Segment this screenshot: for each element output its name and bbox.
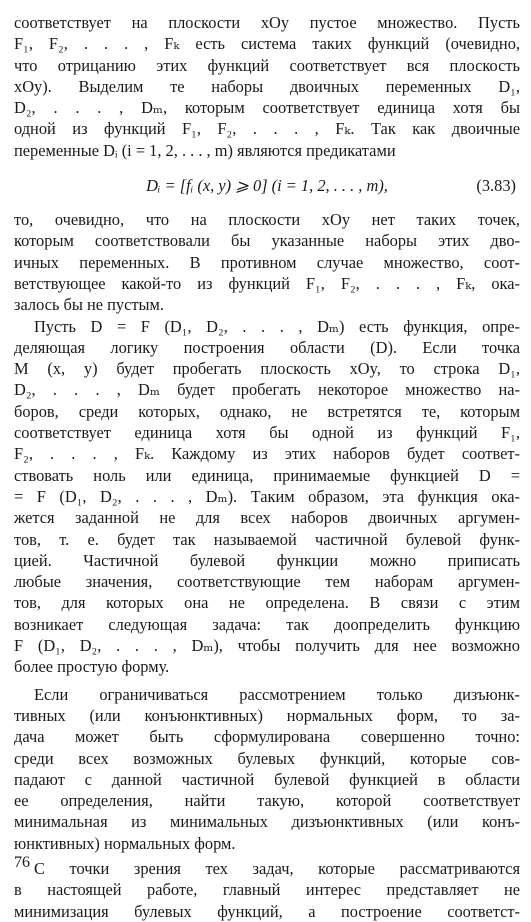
text-line: в настоящей работе, главный интерес представляет не <box>14 880 520 900</box>
text-line: минимальная из минимальных дизъюнктивных (или конъ- <box>14 812 520 832</box>
paragraph-normal-forms <box>14 684 520 854</box>
text-line: падают с данной частичной булевой функцией в области <box>14 769 520 789</box>
text-line: любые значения, соответствующие тем наборам аргумен- <box>14 572 520 592</box>
text-line: F (D₁, D₂, . . . , Dₘ), чтобы получить для нее возможно <box>14 636 520 656</box>
text-line: С точки зрения тех задач, которые рассматриваются <box>34 858 520 878</box>
text-line: M (x, y) будет пробегать плоскость xOy, то строка D₁, <box>14 359 520 379</box>
equation-3-83 <box>14 161 520 209</box>
text-line: минимизация булевых функций, а построение соответст- <box>14 901 520 921</box>
text-line: жется заданной не для всех наборов двоичных аргумен- <box>14 508 520 528</box>
text-line: более простую форму. <box>14 657 170 677</box>
text-line: то, очевидно, что на плоскости xOy нет таких точек, <box>14 210 520 230</box>
text-line: тивных (или конъюнктивных) нормальных форм, то за- <box>14 705 520 725</box>
text-line: юнктивных) нормальных форм. <box>14 833 236 853</box>
paragraph-partial-function <box>14 316 520 678</box>
paragraph-continuation <box>14 12 520 161</box>
text-line: D₂, . . . , Dₘ будет пробегать некоторое множество на- <box>14 380 520 400</box>
text-line: что отрицанию этих функций соответствует вся плоскость <box>14 55 520 75</box>
text-line: залось бы не пустым. <box>14 295 165 315</box>
text-line: которым соответствовали бы указанные наборы этих дво- <box>14 231 520 251</box>
text-line: дача может быть сформулирована совершенно точно: <box>14 727 520 747</box>
text-line: среди всех возможных булевых функций, которые сов- <box>14 748 520 768</box>
text-line: ствовать ноль или единица, принимаемые функцией D = <box>14 465 520 485</box>
text-line: цией. Частичной булевой функции можно приписать <box>14 550 520 570</box>
text-line: переменные Dᵢ (i = 1, 2, . . . , m) являются предикатами <box>14 140 396 160</box>
text-line: F₁, F₂, . . . , Fₖ есть система таких функций (очевидно, <box>14 34 520 54</box>
text-line: тов, для которых она не определена. В связи с этим <box>14 593 520 613</box>
text-line: соответствует единица хотя бы одной из функций F₁, <box>14 423 520 443</box>
equation-number: (3.83) <box>476 176 516 196</box>
text-line: боров, среди которых, однако, не встретятся те, которым <box>14 401 520 421</box>
equation-body: Dᵢ = [fᵢ (x, y) ⩾ 0] (i = 1, 2, . . . , m), <box>146 176 388 196</box>
text-line: F₂, . . . , Fₖ. Каждому из этих наборов будет соответ- <box>14 444 520 464</box>
paragraph-after-equation <box>14 209 520 315</box>
text-line: ичных переменных. В противном случае множество, соот- <box>14 252 520 272</box>
text-line: одной из функций F₁, F₂, . . . , Fₖ. Так как двоичные <box>14 119 520 139</box>
text-line: Если ограничиваться рассмотрением только дизъюнк- <box>34 684 520 704</box>
text-line: деляющая логику построения области (D). Если точка <box>14 337 520 357</box>
text-line: ее определения, найти такую, которой соответствует <box>14 791 520 811</box>
page-number: 76 <box>14 854 30 871</box>
text-line: D₂, . . . , Dₘ, которым соответствует единица хотя бы <box>14 98 520 118</box>
paragraph-tasks <box>14 858 520 922</box>
text-line: соответствует на плоскости xOy пустое множество. Пусть <box>14 13 520 32</box>
text-line: Пусть D = F (D₁, D₂, . . . , Dₘ) есть функция, опре- <box>34 316 520 336</box>
text-line: xOy). Выделим те наборы двоичных переменных D₁, <box>14 76 520 96</box>
text-line: тов, т. е. будет так называемой частичной булевой функ- <box>14 529 520 549</box>
text-line: возникает следующая задача: так доопределить функцию <box>14 614 520 634</box>
text-line: = F (D₁, D₂, . . . , Dₘ). Таким образом, эта функция ока- <box>14 486 520 506</box>
text-line: ветствующее какой-то из функций F₁, F₂, . . . , Fₖ, ока- <box>14 273 520 293</box>
